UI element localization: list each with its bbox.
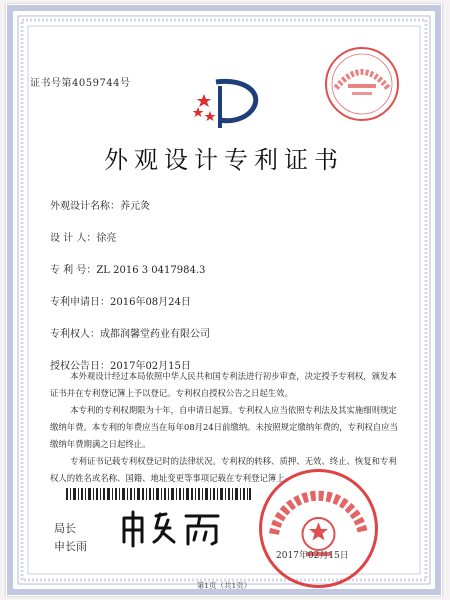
application-date-field <box>50 293 191 308</box>
application-date-value: 2016年08月24日 <box>110 297 191 308</box>
design-name-field <box>50 197 150 212</box>
designer-label: 设 计 人： <box>50 233 97 244</box>
patent-number-field <box>50 261 205 276</box>
patent-number-value: ZL 2016 3 0417984.3 <box>96 265 206 276</box>
cnipa-seal <box>256 466 381 591</box>
cnipa-logo <box>186 74 276 134</box>
designer-value: 徐亮 <box>96 233 117 244</box>
body-paragraph: 本专利的专利权期限为十年，自申请日起算。专利权人应当依照专利法及其实施细则规定缴纳年费。本专利的年费应当在每年08月24日前缴纳。未按照规定缴纳年费的，专利权自应当缴纳年费期满之日起终止。 <box>50 405 398 449</box>
director-name: 申长雨 <box>54 540 87 553</box>
body-paragraph: 本外观设计经过本局依照中华人民共和国专利法进行初步审查，决定授予专利权，颁发本证书并在专利登记簿上予以登记。专利权自授权公告之日起生效。 <box>50 371 397 398</box>
application-date-label: 专利申请日： <box>50 297 110 308</box>
patentee-field <box>50 325 210 340</box>
grant-date-label: 授权公告日： <box>50 361 110 372</box>
design-name-value: 养元灸 <box>120 201 150 212</box>
patentee-value: 成都润馨堂药业有限公司 <box>100 329 210 340</box>
patent-certificate-stamp <box>322 44 402 124</box>
patentee-label: 专利权人： <box>50 329 100 340</box>
director-signature <box>116 508 236 548</box>
page-footer: 第1页（共1页） <box>196 581 252 590</box>
body-paragraph: 专利证书记载专利权登记时的法律状况。专利权的转移、质押、无效、终止、恢复和专利权人的姓名或名称、国籍、地址变更等事项记载在专利登记簿上。 <box>50 456 397 483</box>
patent-certificate <box>6 4 442 596</box>
patent-number-label: 专 利 号： <box>50 265 97 276</box>
director-title: 局长 <box>54 522 76 535</box>
seal-date: 2017年02月15日 <box>276 551 349 561</box>
barcode <box>66 488 251 500</box>
certificate-title: 外观设计专利证书 <box>104 146 344 174</box>
certificate-number: 证书号第4059744号 <box>30 78 131 89</box>
designer-field <box>50 229 116 244</box>
design-name-label: 外观设计名称： <box>50 201 120 212</box>
grant-date-value: 2017年02月15日 <box>110 361 191 372</box>
